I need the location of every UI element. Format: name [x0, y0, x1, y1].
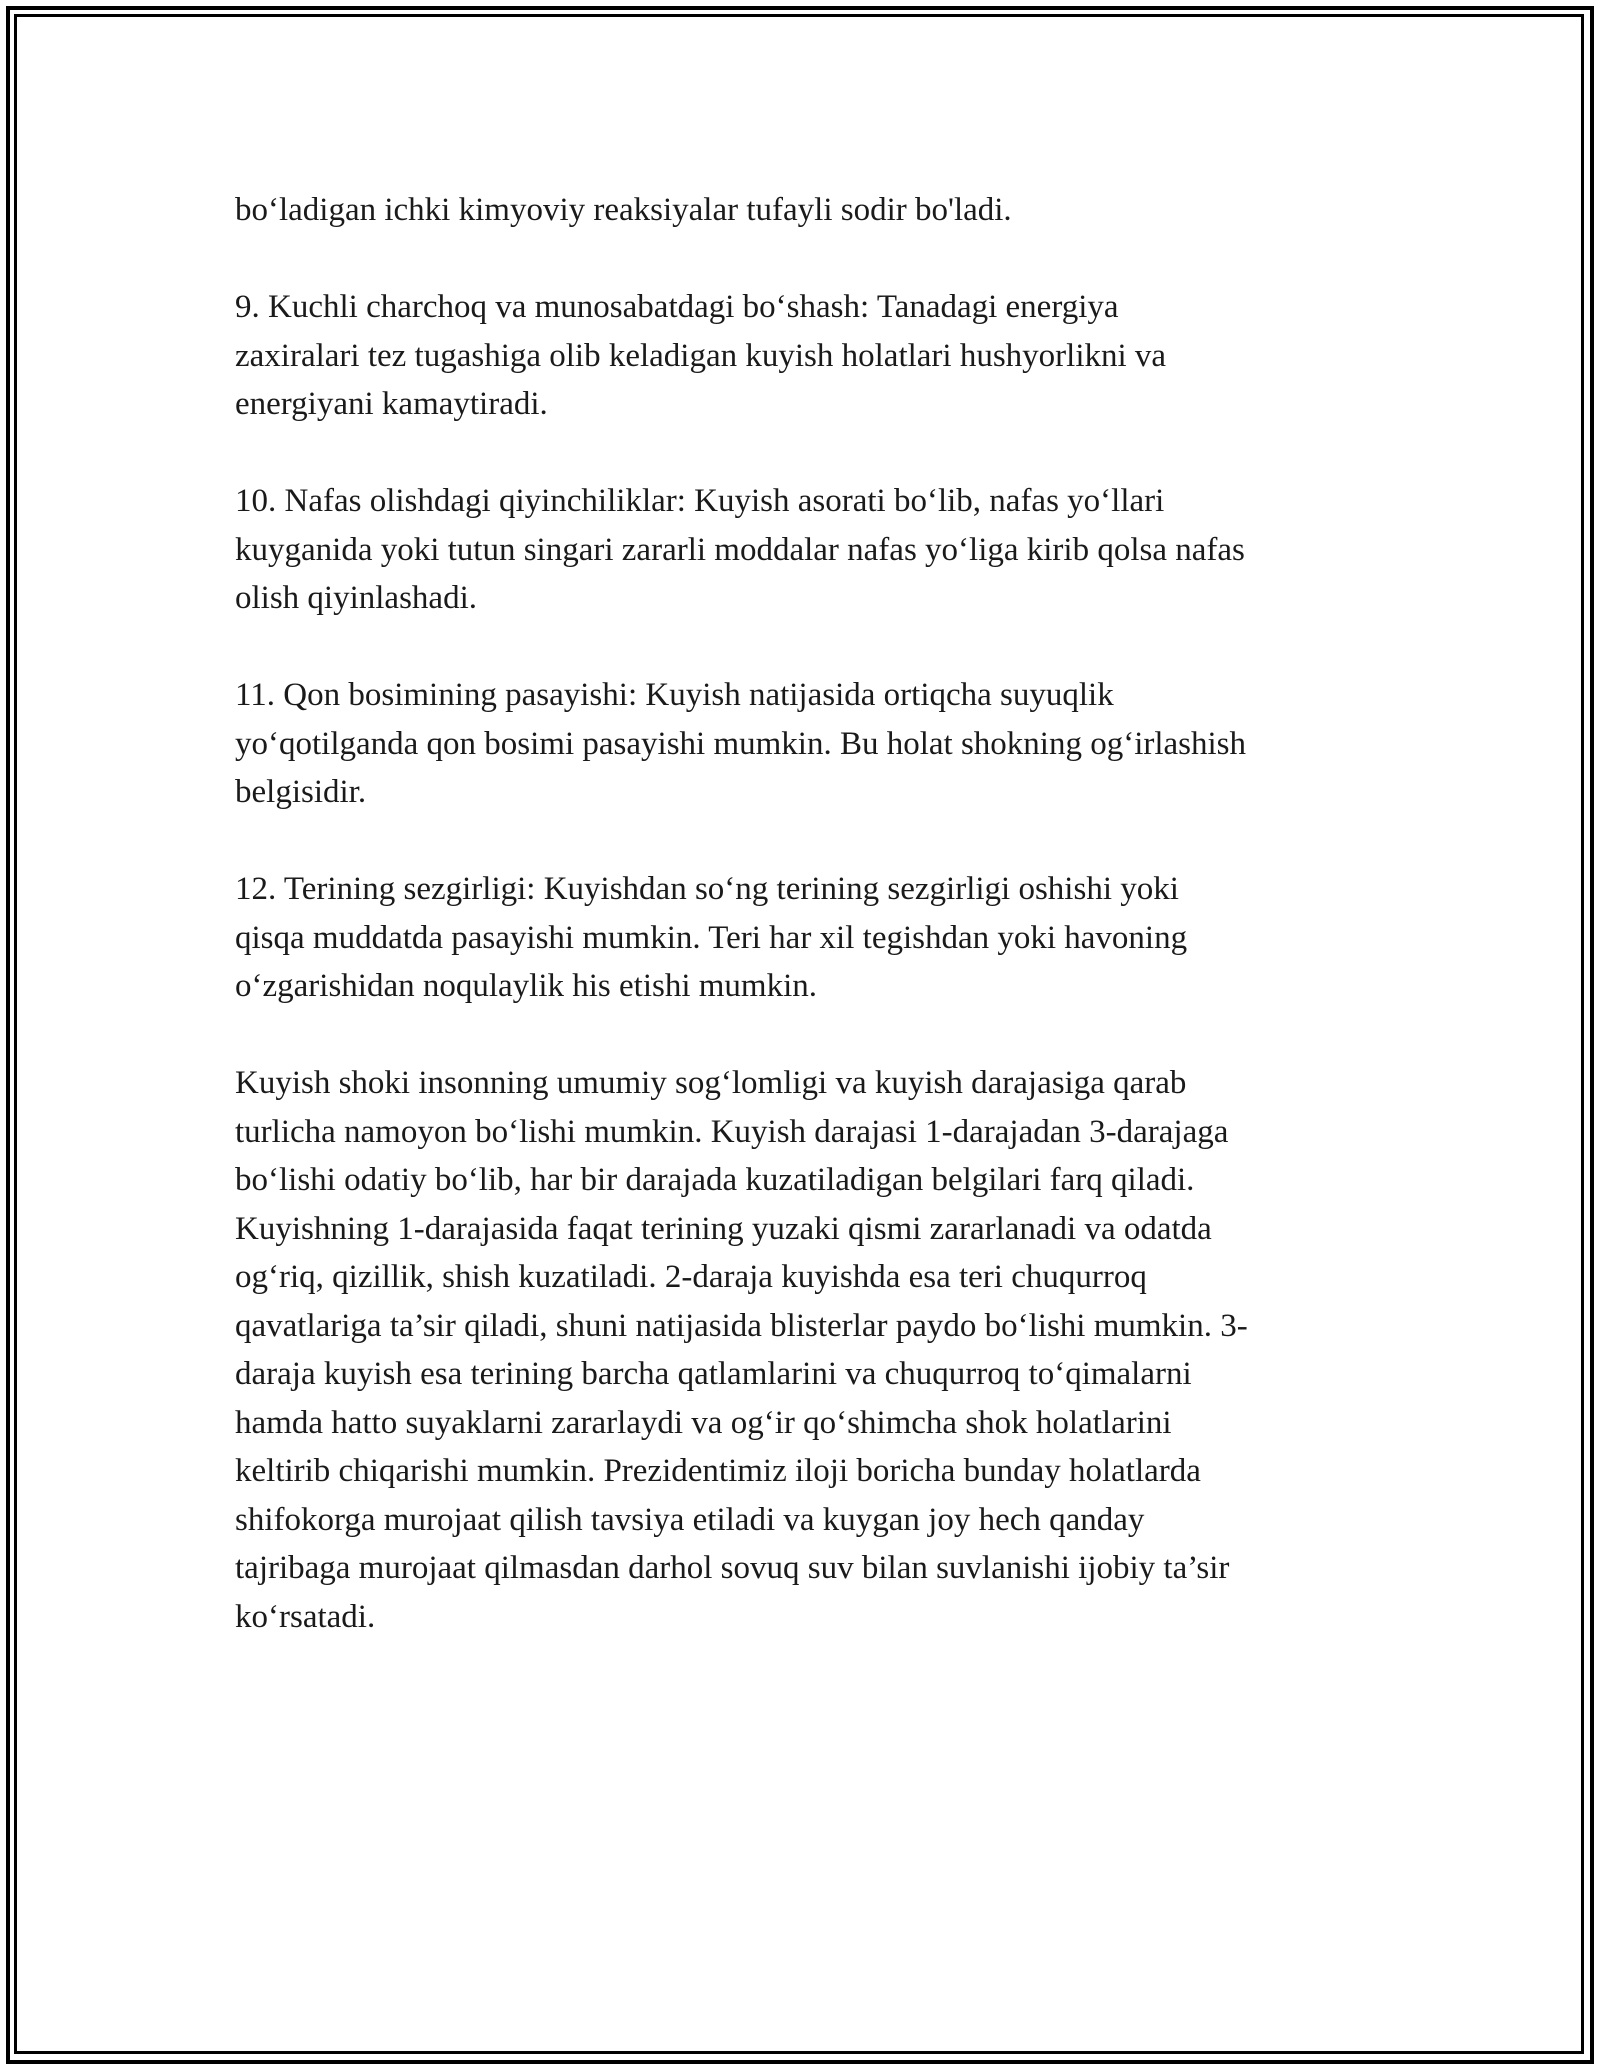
text-line: qavatlariga ta’sir qiladi, shuni natijasida blisterlar paydo bo‘lishi mumkin. 3- [235, 1307, 1248, 1344]
text-line: qisqa muddatda pasayishi mumkin. Teri har xil tegishdan yoki havoning [235, 919, 1188, 956]
text-line: belgisidir. [235, 774, 367, 810]
text-line: energiyani kamaytiradi. [235, 386, 548, 422]
text-line: ko‘rsatadi. [235, 1598, 376, 1635]
text-line: daraja kuyish esa terining barcha qatlamlarini va chuqurroq to‘qimalarni [235, 1356, 1192, 1392]
text-line: hamda hatto suyaklarni zararlaydi va og‘ir qo‘shimcha shok holatlarini [235, 1404, 1172, 1441]
text-line: zaxiralari tez tugashiga olib keladigan kuyish holatlari hushyorlikni va [235, 337, 1167, 374]
text-line: 11. Qon bosimining pasayishi: Kuyish natijasida ortiqcha suyuqlik [235, 677, 1114, 713]
text-line: og‘riq, qizillik, shish kuzatiladi. 2-daraja kuyishda esa teri chuqurroq [235, 1259, 1147, 1295]
text-line: 9. Kuchli charchoq va munosabatdagi bo‘shash: Tanadagi energiya [235, 289, 1119, 325]
text-line: Kuyish shoki insonning umumiy sog‘lomligi va kuyish darajasiga qarab [235, 1065, 1187, 1101]
paragraph-conclusion [235, 1059, 1385, 1641]
text-line: shifokorga murojaat qilish tavsiya etiladi va kuygan joy hech qanday [235, 1501, 1145, 1538]
text-line: 12. Terining sezgirligi: Kuyishdan so‘ng terining sezgirligi oshishi yoki [235, 871, 1179, 907]
paragraph-item-11 [235, 671, 1385, 817]
text-line: yo‘qotilganda qon bosimi pasayishi mumkin. Bu holat shokning og‘irlashish [235, 725, 1247, 762]
text-line: 10. Nafas olishdagi qiyinchiliklar: Kuyish asorati bo‘lib, nafas yo‘llari [235, 483, 1165, 519]
text-line: tajribaga murojaat qilmasdan darhol sovuq suv bilan suvlanishi ijobiy ta’sir [235, 1550, 1230, 1586]
text-line: Kuyishning 1-darajasida faqat terining yuzaki qismi zararlanadi va odatda [235, 1210, 1212, 1247]
text-line: bo‘ladigan ichki kimyoviy reaksiyalar tufayli sodir bo'ladi. [235, 192, 1012, 228]
paragraph-item-10 [235, 477, 1385, 623]
paragraph-item-9 [235, 283, 1385, 429]
text-line: olish qiyinlashadi. [235, 580, 477, 616]
paragraph-continuation [235, 186, 1385, 235]
text-line: o‘zgarishidan noqulaylik his etishi mumkin. [235, 968, 818, 1004]
text-line: bo‘lishi odatiy bo‘lib, har bir darajada kuzatiladigan belgilari farq qiladi. [235, 1162, 1195, 1198]
text-line: keltirib chiqarishi mumkin. Prezidentimiz iloji boricha bunday holatlarda [235, 1453, 1201, 1489]
paragraph-item-12 [235, 865, 1385, 1011]
text-line: turlicha namoyon bo‘lishi mumkin. Kuyish darajasi 1-darajadan 3-darajaga [235, 1113, 1229, 1150]
document-body [235, 186, 1385, 1690]
text-line: kuyganida yoki tutun singari zararli moddalar nafas yo‘liga kirib qolsa nafas [235, 531, 1245, 568]
